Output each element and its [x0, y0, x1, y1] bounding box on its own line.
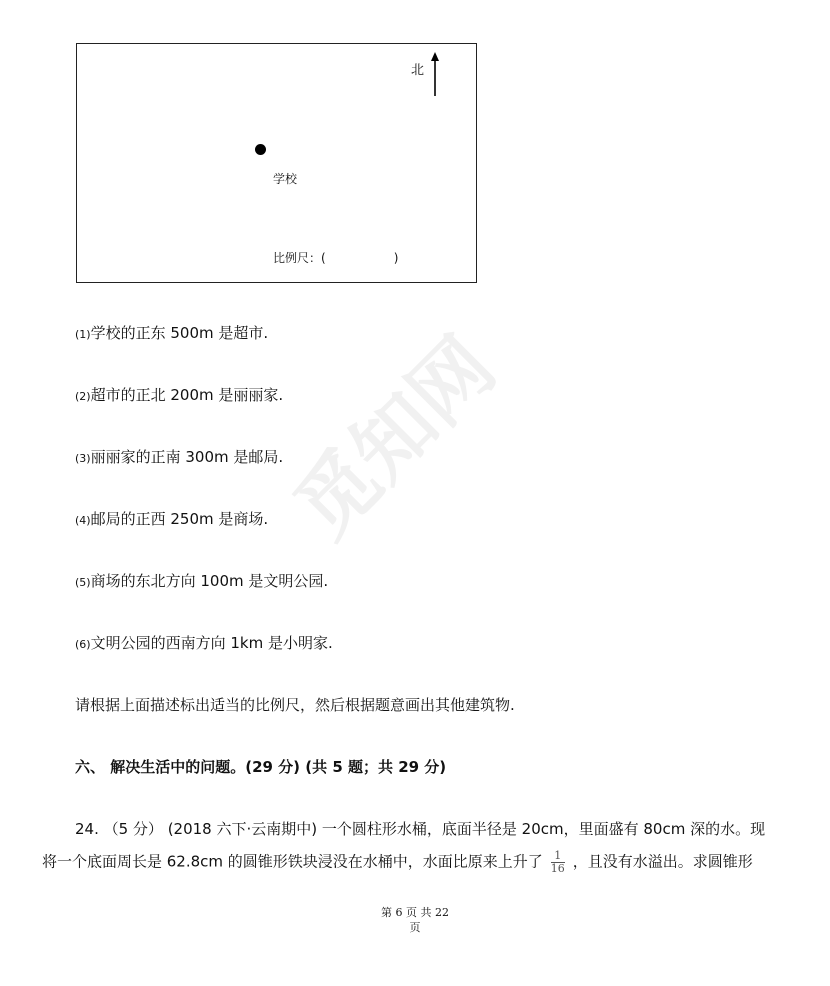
section-title: 六、 解决生活中的问题。(29 分) (共 5 题；共 29 分)	[75, 758, 447, 776]
instruction-text: 请根据上面描述标出适当的比例尺，然后根据题意画出其他建筑物.	[75, 696, 515, 714]
watermark: 觅知网	[277, 319, 513, 556]
list-item: (3)丽丽家的正南 300m 是邮局.	[75, 448, 284, 466]
fraction: $\frac{1}{16}$	[550, 849, 565, 875]
north-label: 北	[411, 63, 425, 78]
list-item: (2)超市的正北 200m 是丽丽家.	[75, 386, 284, 404]
north-arrow-icon	[428, 52, 442, 98]
school-dot	[255, 144, 266, 155]
page-footer-line-2: 页	[409, 921, 421, 934]
list-item: (6)文明公园的西南方向 1km 是小明家.	[75, 634, 333, 652]
school-label: 学校	[273, 172, 298, 186]
problem-line-2: 将一个底面周长是 62.8cm 的圆锥形铁块浸没在水桶中，水面比原来上升了 $\frac{1}{16}$ ，且没有水溢出。求圆锥形	[42, 849, 753, 875]
list-item: (1)学校的正东 500m 是超市.	[75, 324, 269, 342]
page-footer: 第 6 页 共 22	[381, 906, 449, 919]
map-diagram	[76, 43, 477, 283]
scale-row	[273, 249, 398, 266]
list-item: (4)邮局的正西 250m 是商场.	[75, 510, 269, 528]
scale-label: 比例尺：(	[273, 251, 326, 265]
scale-close: )	[393, 251, 399, 265]
problem-line-1: 24. （5 分） (2018 六下·云南期中) 一个圆柱形水桶，底面半径是 20cm，里面盛有 80cm 深的水。现	[75, 820, 766, 838]
list-item: (5)商场的东北方向 100m 是文明公园.	[75, 572, 329, 590]
